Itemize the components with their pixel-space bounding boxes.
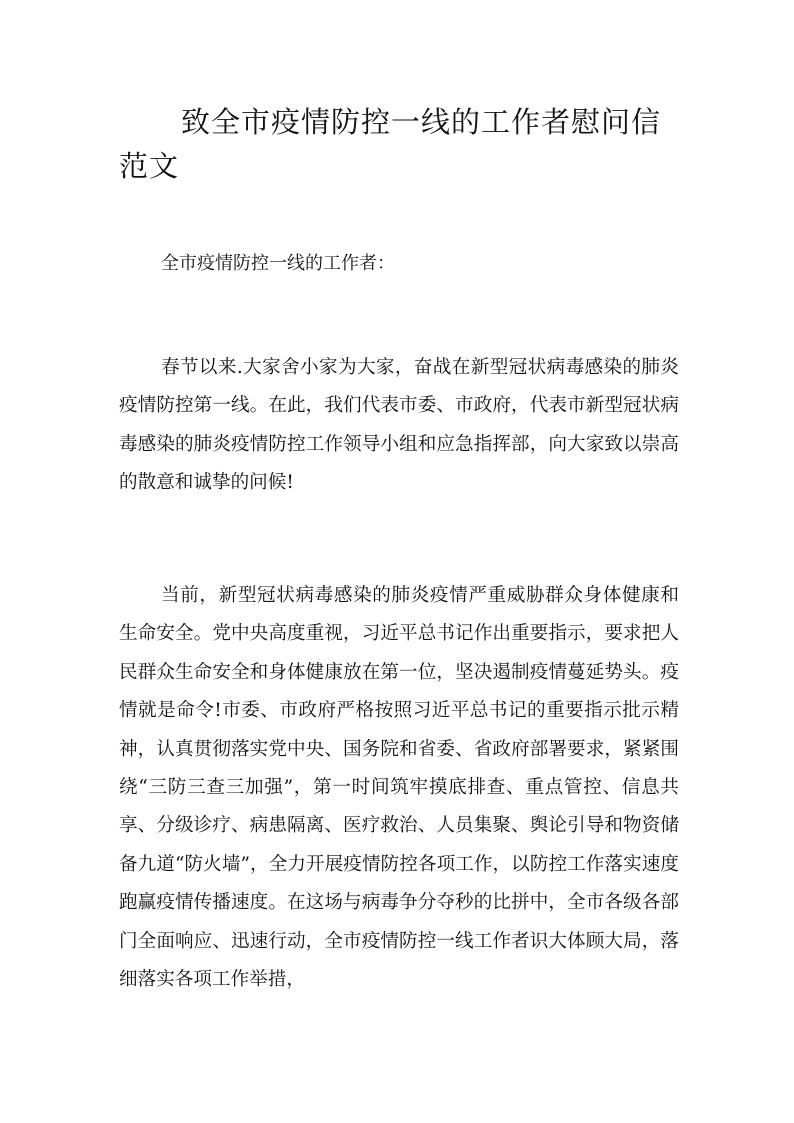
body-paragraph-1: 春节以来.大家舍小家为大家，奋战在新型冠状病毒感染的肺炎疫情防控第一线。在此，我们代表市委、市政府，代表市新型冠状病毒感染的肺炎疫情防控工作领导小组和应急指挥部，向大家致以崇高的散意和诚挚的问候! [119, 357, 679, 494]
salutation: 全市疫情防控一线的工作者： [161, 253, 395, 274]
document-title: 致全市疫情防控一线的工作者慰问信范文 [119, 105, 662, 183]
body-paragraph-2: 当前，新型冠状病毒感染的肺炎疫情严重威胁群众身体健康和生命安全。党中央高度重视，习近平总书记作出重要指示，要求把人民群众生命安全和身体健康放在第一位，坚决遏制疫情蔓延势头。疫情就是命令!市委、市政府严格按照习近平总书记的重要指示批示精神，认真贯彻落实党中央、国务院和省委、省政府部署要求，紧紧围绕“三防三查三加强”，第一时间筑牢摸底排查、重点管控、信息共享、分级诊疗、病患隔离、医疗救治、人员集聚、舆论引导和物资储备九道“防火墙”，全力开展疫情防控各项工作，以防控工作落实速度跑赢疫情传播速度。在这场与病毒争分夺秒的比拼中，全市各级各部门全面响应、迅速行动，全市疫情防控一线工作者识大体顾大局，落细落实各项工作举措， [119, 585, 679, 991]
